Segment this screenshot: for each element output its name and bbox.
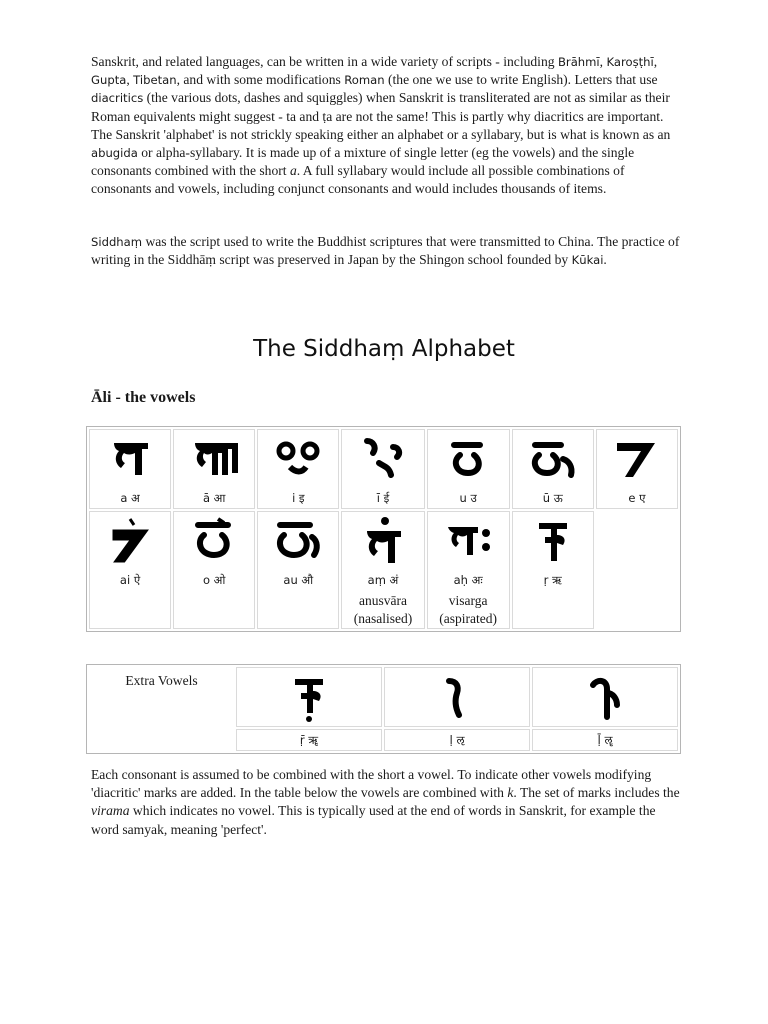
vowel-cell-uu	[512, 429, 594, 509]
vowel-cell-ii	[341, 429, 424, 509]
siddham-i-glyph	[258, 430, 338, 488]
vowel-label	[342, 570, 423, 628]
kukai-link[interactable]: Kūkai	[571, 253, 604, 268]
vowel-label: u उ	[459, 491, 477, 505]
siddham-ai-glyph	[90, 512, 170, 570]
extra-vowels-table	[86, 664, 681, 754]
intro-paragraph-1	[91, 53, 681, 199]
kharosthi-link[interactable]: Karoṣṭhī	[606, 55, 654, 69]
siddham-au-glyph	[258, 512, 338, 570]
outro-text: which indicates no vowel. This is typically used at the end of words in Sanskrit, for example the word samyak, meaning 'perfect'.	[91, 803, 656, 837]
siddham-a-glyph	[90, 430, 170, 488]
extra-vowel-cell-ll	[532, 667, 678, 727]
intro-text: Sanskrit, and related languages, can be written in a wide variety of scripts - including	[91, 54, 558, 69]
vowel-cell-au	[257, 511, 339, 629]
siddham-ii-glyph	[342, 430, 423, 488]
vowels-row-2	[89, 511, 678, 629]
extra-vowel-label: ḹ ॡ	[532, 729, 678, 751]
siddham-rr-glyph	[237, 668, 381, 726]
extra-vowel-label: ḷ ऌ	[384, 729, 530, 751]
vowel-label: o ओ	[202, 573, 226, 587]
virama-italic: virama	[91, 803, 130, 819]
siddham-u-glyph	[428, 430, 509, 488]
vowel-cell-empty	[596, 511, 678, 629]
extra-vowels-row	[89, 667, 678, 727]
intro-text: ,	[599, 54, 607, 69]
vowel-label: e ए	[628, 491, 646, 505]
intro-text: . A full syllabary would include all possible combinations of consonants and vowels, including conjunct consonants and would includes thousands of items.	[91, 163, 625, 197]
extra-vowel-cell-rr	[236, 667, 382, 727]
vowel-label: a अ	[120, 491, 140, 505]
vowel-label-text: aṃ अं	[367, 573, 399, 587]
vowel-label: ai ऐ	[119, 573, 141, 587]
vowel-label: ī ई	[376, 491, 390, 505]
vowel-cell-ah	[427, 511, 510, 629]
siddham-ah-glyph	[428, 512, 509, 570]
siddham-o-glyph	[174, 512, 254, 570]
vowel-label-text: aḥ अः	[453, 573, 483, 587]
page-title: The Siddhaṃ Alphabet	[253, 336, 515, 362]
vowel-description: anusvāra (nasalised)	[353, 593, 413, 626]
extra-vowel-cell-l	[384, 667, 530, 727]
vowel-cell-i	[257, 429, 339, 509]
extra-vowels-caption: Extra Vowels	[125, 673, 198, 688]
short-a-italic: a	[289, 163, 297, 179]
vowel-cell-r	[512, 511, 594, 629]
vowel-label: ā आ	[202, 491, 226, 505]
siddham-l-glyph	[385, 668, 529, 726]
vowels-table	[86, 426, 681, 632]
intro-text: .	[603, 252, 607, 268]
intro-text: or alpha-syllabary. It is made up of a mixture of single letter (eg the vowels) and the single consonants combined with the short	[91, 145, 635, 179]
vowel-cell-a	[89, 429, 171, 509]
siddham-uu-glyph	[513, 430, 593, 488]
siddham-link[interactable]: Siddhaṃ	[91, 235, 143, 249]
vowel-cell-u	[427, 429, 510, 509]
vowel-cell-aa	[173, 429, 255, 509]
extra-vowel-label: ṝ ॠ	[236, 729, 382, 751]
roman-link[interactable]: Roman	[344, 73, 385, 88]
vowel-cell-o	[173, 511, 255, 629]
siddham-ll-glyph	[533, 668, 677, 726]
outro-text: . The set of marks includes the	[513, 785, 680, 801]
gupta-link[interactable]: Gupta	[91, 73, 127, 88]
vowel-label: ū ऊ	[542, 491, 563, 505]
vowels-heading: Āli - the vowels	[91, 389, 196, 406]
brahmi-link[interactable]: Brāhmī	[557, 55, 600, 69]
diacritics-link[interactable]: diacritics	[91, 91, 144, 106]
vowel-label: ṛ ऋ	[543, 573, 562, 587]
intro-paragraph-2	[91, 233, 681, 269]
outro-text: Each consonant is assumed to be combined with the short a vowel. To indicate other vowels modifying 'diacritic' marks are added. In the table below the vowels are combined with	[91, 767, 652, 801]
siddham-r-glyph	[513, 512, 593, 570]
vowel-cell-ai	[89, 511, 171, 629]
siddham-e-glyph	[597, 430, 677, 488]
vowel-label: au औ	[283, 573, 314, 587]
tibetan-link[interactable]: Tibetan	[133, 73, 177, 88]
siddham-aa-glyph	[174, 430, 254, 488]
intro-text: (the one we use to write English). Letters that use	[384, 72, 658, 88]
vowel-cell-e	[596, 429, 678, 509]
vowels-row-1	[89, 429, 678, 509]
intro-text: (the various dots, dashes and squiggles) when Sanskrit is transliterated are not as similar as their Roman equivalents might suggest - ta and ṭa are not the same! This is partly why diacritics are important. The Sanskrit 'alphabet' is not strickly speaking either an alphabet or a syllabary, but is what is known as an	[91, 90, 671, 142]
k-italic: k	[507, 785, 514, 801]
outro-paragraph	[91, 766, 681, 839]
vowel-cell-am	[341, 511, 424, 629]
vowel-description: visarga (aspirated)	[439, 593, 498, 626]
intro-text: , and with some modifications	[176, 72, 345, 88]
siddham-am-glyph	[342, 512, 423, 570]
abugida-link[interactable]: abugida	[91, 146, 138, 161]
vowel-label: i इ	[292, 491, 305, 505]
intro-text: ,	[653, 54, 658, 69]
intro-text: was the script used to write the Buddhist scriptures that were transmitted to China. The practice of writing in the Siddhāṃ script was preserved in Japan by the Shingon school founded by	[91, 234, 680, 268]
intro-text: ,	[126, 72, 134, 88]
vowel-label	[428, 570, 509, 628]
